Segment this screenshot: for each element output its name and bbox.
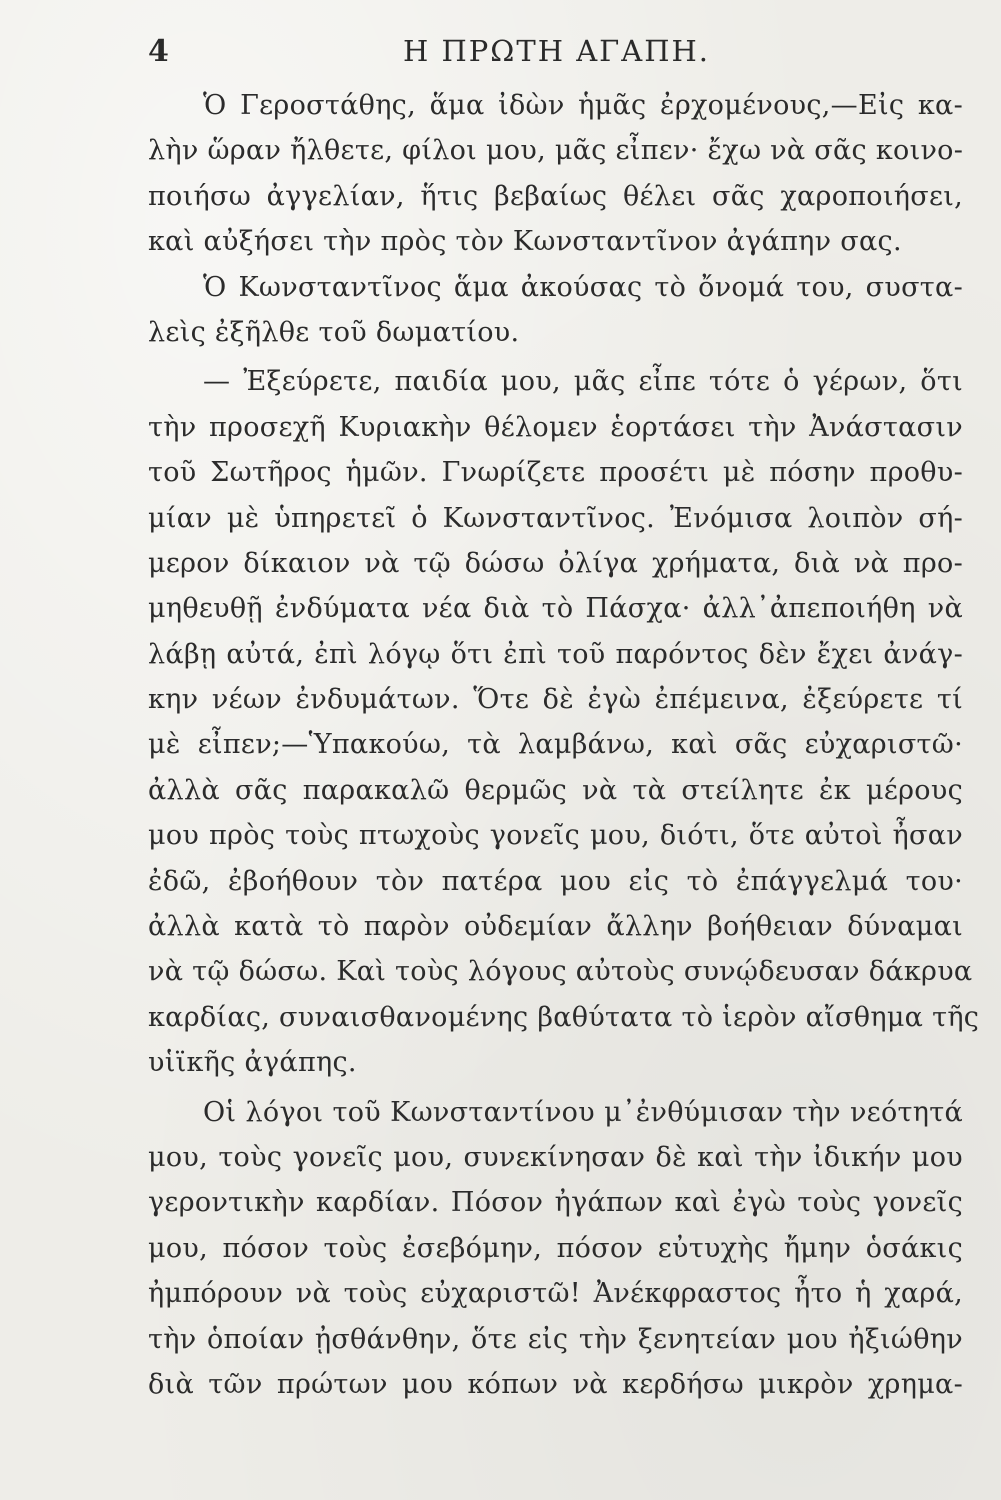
text-line: μου, τοὺς γονεῖς μου, συνεκίνησαν δὲ καὶ τὴν ἰδικήν μου xyxy=(148,1141,963,1173)
text-line: διὰ τῶν πρώτων μου κόπων νὰ κερδήσω μικρὸν χρημα- xyxy=(148,1368,963,1400)
text-line: λεὶς ἐξῆλθε τοῦ δωματίου. xyxy=(148,316,520,348)
text-line: Οἱ λόγοι τοῦ Κωνσταντίνου μ᾽ἐνθύμισαν τὴν νεότητά xyxy=(203,1096,963,1128)
text-line: μὲ εἶπεν;—Ὑπακούω, τὰ λαμβάνω, καὶ σᾶς εὐχαριστῶ· xyxy=(148,729,963,761)
text-line: μου, πόσον τοὺς ἐσεβόμην, πόσον εὐτυχὴς ἤμην ὁσάκις xyxy=(148,1232,963,1264)
text-line: μερον δίκαιον νὰ τῷ δώσω ὀλίγα χρήματα, διὰ νὰ προ- xyxy=(148,547,963,579)
running-title: Η ΠΡΩΤΗ ΑΓΑΠΗ. xyxy=(403,34,711,68)
text-line: κην νέων ἐνδυμάτων. Ὅτε δὲ ἐγὼ ἐπέμεινα, ἐξεύρετε τί xyxy=(148,684,963,716)
body-text xyxy=(148,83,980,1407)
text-line: καρδίας, συναισθανομένης βαθύτατα τὸ ἱερὸν αἴσθημα τῆς xyxy=(148,1001,980,1033)
text-line: τὴν προσεχῆ Κυριακὴν θέλομεν ἑορτάσει τὴν Ἀνάστασιν xyxy=(148,411,963,443)
text-line: λάβῃ αὐτά, ἐπὶ λόγῳ ὅτι ἐπὶ τοῦ παρόντος δὲν ἔχει ἀνάγ- xyxy=(148,638,963,670)
text-line: μου πρὸς τοὺς πτωχοὺς γονεῖς μου, διότι, ὅτε αὐτοὶ ἦσαν xyxy=(148,820,963,852)
text-line: τοῦ Σωτῆρος ἡμῶν. Γνωρίζετε προσέτι μὲ πόσην προθυ- xyxy=(148,457,963,489)
text-line: λὴν ὥραν ἤλθετε, φίλοι μου, μᾶς εἶπεν· ἔχω νὰ σᾶς κοινο- xyxy=(148,135,964,167)
text-line: ἠμπόρουν νὰ τοὺς εὐχαριστῶ! Ἀνέκφραστος ἦτο ἡ χαρά, xyxy=(148,1278,963,1310)
text-line: υἱϊκῆς ἀγάπης. xyxy=(148,1047,357,1079)
text-line: Ὁ Γεροστάθης, ἅμα ἰδὼν ἡμᾶς ἐρχομένους,—Εἰς κα- xyxy=(203,90,963,121)
text-line: Ὁ Κωνσταντῖνος ἅμα ἀκούσας τὸ ὄνομά του, συστα- xyxy=(203,271,963,303)
page-number: 4 xyxy=(148,34,169,69)
page-header xyxy=(148,28,948,74)
text-line: ἀλλὰ σᾶς παρακαλῶ θερμῶς νὰ τὰ στείλητε ἐκ μέρους xyxy=(148,774,963,806)
text-line: μίαν μὲ ὑπηρετεῖ ὁ Κωνσταντῖνος. Ἐνόμισα λοιπὸν σή- xyxy=(148,502,963,534)
text-line: τὴν ὁποίαν ᾐσθάνθην, ὅτε εἰς τὴν ξενητείαν μου ἠξιώθην xyxy=(148,1323,963,1355)
text-line: — Ἐξεύρετε, παιδία μου, μᾶς εἶπε τότε ὁ γέρων, ὅτι xyxy=(203,366,963,398)
text-line: νὰ τῷ δώσω. Καὶ τοὺς λόγους αὐτοὺς συνῴδευσαν δάκρυα xyxy=(148,956,973,988)
text-line: μηθευθῇ ἐνδύματα νέα διὰ τὸ Πάσχα· ἀλλ᾽ἀπεποιήθη νὰ xyxy=(148,593,963,625)
text-line: ποιήσω ἀγγελίαν, ἥτις βεβαίως θέλει σᾶς χαροποιήσει, xyxy=(148,180,963,212)
text-line: γεροντικὴν καρδίαν. Πόσον ἠγάπων καὶ ἐγὼ τοὺς γονεῖς xyxy=(148,1187,963,1219)
text-line: ἐδῶ, ἐβοήθουν τὸν πατέρα μου εἰς τὸ ἐπάγγελμά του· xyxy=(148,865,963,897)
text-line: ἀλλὰ κατὰ τὸ παρὸν οὐδεμίαν ἄλλην βοήθειαν δύναμαι xyxy=(148,911,963,943)
text-line: καὶ αὐξήσει τὴν πρὸς τὸν Κωνσταντῖνον ἀγάπην σας. xyxy=(148,226,902,258)
